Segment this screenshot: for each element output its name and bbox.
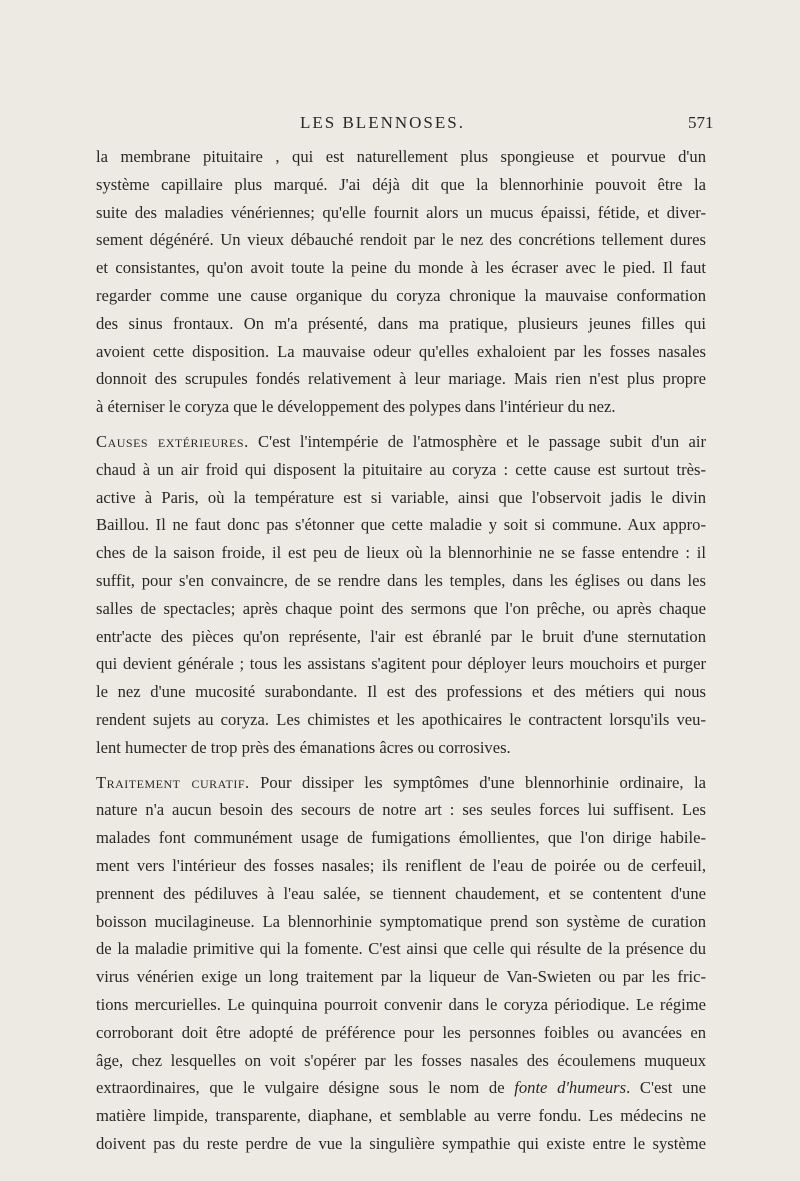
running-head: LES BLENNOSES. [300, 113, 465, 132]
text-line: qui devient générale ; tous les assistans s'agitent pour déployer leurs mouchoirs et purger [96, 654, 706, 674]
text-line: malades font communément usage de fumigations émollientes, que l'on dirige habile- [96, 828, 706, 848]
text-line: à éterniser le coryza que le développement des polypes dans l'intérieur du nez. [96, 397, 616, 417]
text-line: salles de spectacles; après chaque point des sermons que l'on prêche, ou après chaque [96, 598, 706, 618]
text-line: matière limpide, transparente, diaphane, et semblable au verre fondu. Les médecins ne [96, 1106, 706, 1126]
text-line: boisson mucilagineuse. La blennorhinie symptomatique prend son système de curation [96, 911, 706, 931]
text-line: virus vénérien exige un long traitement par la liqueur de Van-Swieten ou par les fric- [96, 967, 706, 987]
text-line: lent humecter de trop près des émanations âcres ou corrosives. [96, 737, 511, 757]
text-line: doivent pas du reste perdre de vue la singulière sympathie qui existe entre le système [96, 1133, 706, 1153]
text-line: avoient cette disposition. La mauvaise odeur qu'elles exhaloient par les fosses nasales [96, 341, 706, 361]
text-line: le nez d'une mucosité surabondante. Il est des professions et des métiers qui nous [96, 682, 706, 702]
text-line: suffit, pour s'en convaincre, de se rendre dans les temples, dans les églises ou dans les [96, 570, 706, 590]
text-line: système capillaire plus marqué. J'ai déjà dit que la blennorhinie pouvoit être la [96, 174, 706, 194]
paragraph-1 [96, 143, 706, 421]
section-heading: Causes extérieures. [96, 431, 249, 451]
text-line: donnoit des scrupules fondés relativement à leur mariage. Mais rien n'est plus propre [96, 369, 706, 389]
text-line: des sinus frontaux. On m'a présenté, dans ma pratique, plusieurs jeunes filles qui [96, 313, 706, 333]
text-line: nature n'a aucun besoin des secours de notre art : ses seules forces lui suffisent. Les [96, 800, 706, 820]
text-line: la membrane pituitaire , qui est naturellement plus spongieuse et pourvue d'un [96, 147, 706, 166]
text-line: corroborant doit être adopté de préférence pour les personnes foibles ou avancées en [96, 1022, 706, 1042]
body-text [96, 143, 706, 1158]
text-line: prennent des pédiluves à l'eau salée, se tiennent chaudement, et se contentent d'une [96, 883, 706, 903]
text-line: chaud à un air froid qui disposent la pituitaire au coryza : cette cause est surtout très- [96, 459, 706, 479]
text-line: de la maladie primitive qui la fomente. C'est ainsi que celle qui résulte de la présence du [96, 939, 706, 959]
text-line: regarder comme une cause organique du coryza chronique la mauvaise conformation [96, 285, 706, 305]
text-line: rendent sujets au coryza. Les chimistes et les apothicaires le contractent lorsqu'ils veu- [96, 709, 706, 729]
text-line: sement dégénéré. Un vieux débauché rendoit par le nez des concrétions tellement dures [96, 230, 706, 250]
text-line: Causes extérieures. C'est l'intempérie de l'atmosphère et le passage subit d'un air [96, 431, 706, 451]
text-line: extraordinaires, que le vulgaire désigne sous le nom de fonte d'humeurs. C'est une [96, 1078, 706, 1098]
text-line: entr'acte des pièces qu'on représente, l'air est ébranlé par le bruit d'une sternutation [96, 626, 706, 646]
section-heading: Traitement curatif. [96, 772, 250, 792]
text-line: âge, chez lesquelles on voit s'opérer par les fosses nasales des écoulemens muqueux [96, 1050, 706, 1070]
text-line: suite des maladies vénériennes; qu'elle fournit alors un mucus épaissi, fétide, et diver- [96, 202, 706, 222]
page-number: 571 [688, 113, 714, 132]
text-line: tions mercurielles. Le quinquina pourroit convenir dans le coryza périodique. Le régime [96, 994, 706, 1014]
paragraph-traitement-curatif [96, 769, 706, 1158]
text-line: active à Paris, où la température est si variable, ainsi que l'observoit jadis le divin [96, 487, 706, 507]
paragraph-causes-exterieures [96, 428, 706, 762]
text-line: ches de la saison froide, il est peu de lieux où la blennorhinie ne se fasse entendre : il [96, 543, 706, 563]
text-line: Baillou. Il ne faut donc pas s'étonner que cette maladie y soit si commune. Aux appro- [96, 515, 706, 535]
text-line: et consistantes, qu'on avoit toute la peine du monde à les écraser avec le pied. Il faut [96, 258, 706, 278]
italic-term: fonte d'humeurs [514, 1078, 627, 1098]
text-line: Traitement curatif. Pour dissiper les symptômes d'une blennorhinie ordinaire, la [96, 772, 706, 792]
text-line: ment vers l'intérieur des fosses nasales; ils reniflent de l'eau de poirée ou de cerfeuil, [96, 855, 706, 875]
